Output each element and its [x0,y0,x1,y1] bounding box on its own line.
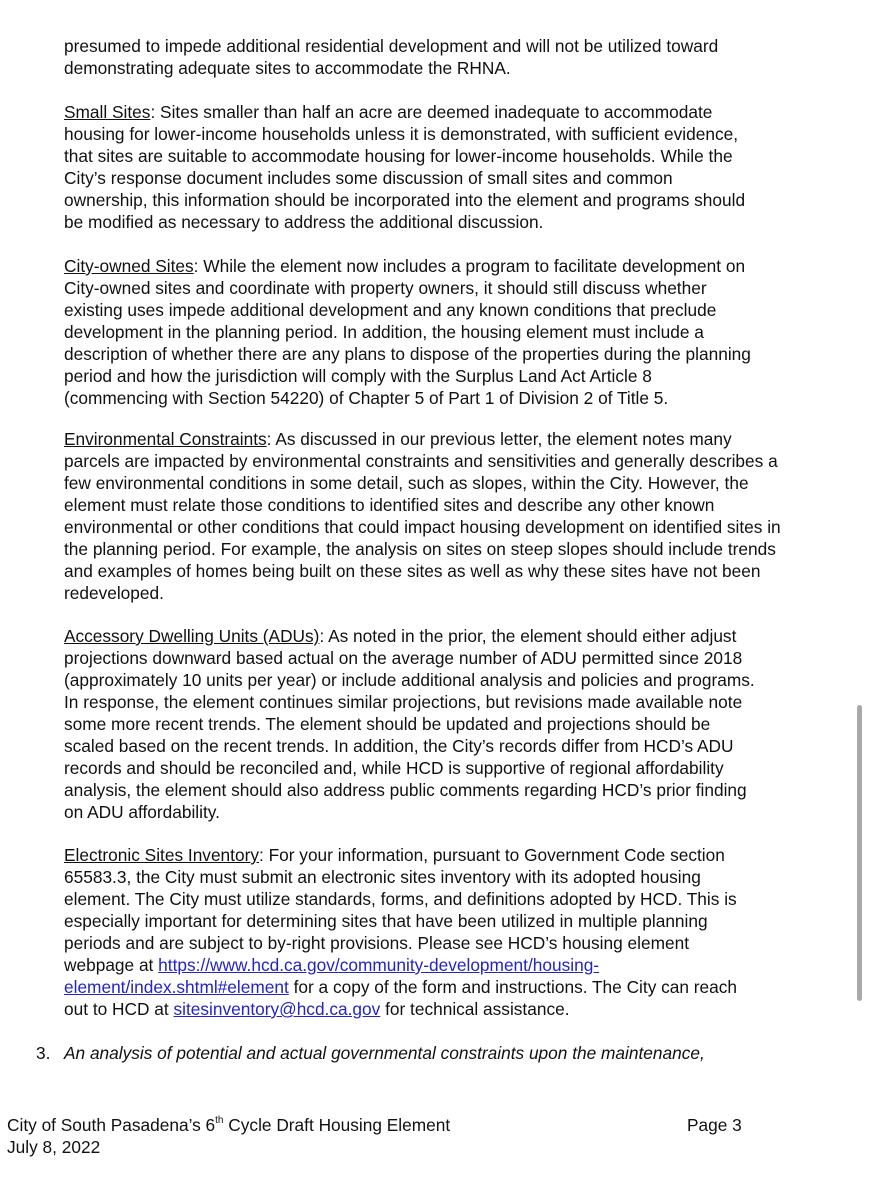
section-heading: Accessory Dwelling Units (ADUs) [64,626,320,646]
footer-page-number: Page 3 [687,1115,742,1135]
footer-document-title: City of South Pasadena’s 6th Cycle Draft Housing Element [7,1115,451,1135]
text-line: development in the planning period. In addition, the housing element must include a [64,322,704,342]
item-text: An analysis of potential and actual governmental constraints upon the maintenance, [64,1043,705,1063]
section-heading: Environmental Constraints [64,429,267,449]
text-line: on ADU affordability. [64,802,220,822]
text-line: periods and are subject to by-right provisions. Please see HCD’s housing element [64,933,690,953]
text-line: existing uses impede additional development and any known conditions that preclude [64,300,717,320]
numbered-item-3 [36,1042,705,1064]
sites-inventory-email-link[interactable]: sitesinventory@hcd.ca.gov [173,999,381,1019]
text-line: scaled based on the recent trends. In addition, the City’s records differ from HCD’s ADU [64,736,734,756]
text-line: redeveloped. [64,583,164,603]
section-city-owned-sites: City-owned Sites: While the element now includes a program to facilitate development on City-owned sites and coordinate with property owners, it should still discuss whether existing uses impede additional development and any known conditions that preclude development in the planning period. In addition, the housing element must include a description of whether there are any plans to dispose of the properties during the planning period and how the jurisdiction will comply with the Surplus Land Act Article 8 (commencing with Section 54220) of Chapter 5 of Part 1 of Division 2 of Title 5. [64,255,854,409]
section-heading: Small Sites [64,102,151,122]
section-heading: Electronic Sites Inventory [64,845,259,865]
footer-date: July 8, 2022 [7,1137,101,1157]
text-line: especially important for determining sites that have been utilized in multiple planning [64,911,708,931]
text-line: description of whether there are any plans to dispose of the properties during the planning [64,344,751,364]
text-line: 65583.3, the City must submit an electronic sites inventory with its adopted housing [64,867,701,887]
text-line: analysis, the element should also address public comments regarding HCD’s prior finding [64,780,747,800]
text-line: demonstrating adequate sites to accommodate the RHNA. [64,58,511,78]
section-small-sites: Small Sites: Sites smaller than half an acre are deemed inadequate to accommodate housing for lower-income households unless it is demonstrated, with sufficient evidence, that sites are suitable to accommodate housing for lower-income households. While the City’s response document includes some discussion of small sites and common ownership, this information should be incorporated into the element and programs should be modified as necessary to address the additional discussion. [64,101,854,233]
text-line: City’s response document includes some discussion of small sites and common [64,168,673,188]
text-line: (approximately 10 units per year) or include additional analysis and policies and programs. [64,670,755,690]
hcd-housing-element-link[interactable]: https://www.hcd.ca.gov/community-development/housing- [158,955,600,975]
section-accessory-dwelling-units: Accessory Dwelling Units (ADUs): As noted in the prior, the element should either adjust projections downward based actual on the average number of ADU permitted since 2018 (approximately 10 units per year) or include additional analysis and policies and programs. In response, the element continues similar projections, but revisions made available note some more recent trends. The element should be updated and projections should be scaled based on the recent trends. In addition, the City’s records differ from HCD’s ADU records and should be reconciled and, while HCD is supportive of regional affordability analysis, the element should also address public comments regarding HCD’s prior finding on ADU affordability. [64,625,854,823]
text-line: be modified as necessary to address the additional discussion. [64,212,544,232]
text-line: environmental or other conditions that could impact housing development on identified sites in [64,517,781,537]
text-line: element must relate those conditions to identified sites and describe any other known [64,495,715,515]
text-line: some more recent trends. The element should be updated and projections should be [64,714,711,734]
section-environmental-constraints: Environmental Constraints: As discussed in our previous letter, the element notes many parcels are impacted by environmental constraints and sensitivities and generally describes a few environmental conditions in some detail, such as slopes, within the City. However, the element must relate those conditions to identified sites and describe any other known environmental or other conditions that could impact housing development on identified sites in the planning period. For example, the analysis on sites on steep slopes should include trends and examples of homes being built on these sites as well as why these sites have not been redeveloped. [64,428,854,604]
text-line: ownership, this information should be incorporated into the element and programs should [64,190,746,210]
text-line: records and should be reconciled and, while HCD is supportive of regional affordability [64,758,724,778]
text-line: parcels are impacted by environmental constraints and sensitivities and generally describes a [64,451,778,471]
text-line: (commencing with Section 54220) of Chapter 5 of Part 1 of Division 2 of Title 5. [64,388,669,408]
text-line: City-owned sites and coordinate with property owners, it should still discuss whether [64,278,707,298]
text-line: presumed to impede additional residential development and will not be utilized toward [64,36,719,56]
vertical-scrollbar[interactable] [857,705,862,1001]
text-line: and examples of homes being built on these sites as well as why these sites have not been [64,561,761,581]
section-electronic-sites-inventory: Electronic Sites Inventory: For your information, pursuant to Government Code section 65583.3, the City must submit an electronic sites inventory with its adopted housing element. The City must utilize standards, forms, and definitions adopted by HCD. This is especially important for determining sites that have been utilized in multiple planning periods and are subject to by-right provisions. Please see HCD’s housing element webpage at https://www.hcd.ca.gov/community-development/housing- element/index.shtml#element for a copy of the form and instructions. The City can reach out to HCD at sitesinventory@hcd.ca.gov for technical assistance. [64,844,854,1020]
text-line: housing for lower-income households unless it is demonstrated, with sufficient evidence, [64,124,739,144]
section-heading: City-owned Sites [64,256,194,276]
text-line: few environmental conditions in some detail, such as slopes, within the City. However, the [64,473,749,493]
text-line: period and how the jurisdiction will comply with the Surplus Land Act Article 8 [64,366,652,386]
text-line: that sites are suitable to accommodate housing for lower-income households. While the [64,146,733,166]
text-line: element. The City must utilize standards, forms, and definitions adopted by HCD. This is [64,889,737,909]
item-number: 3. [36,1043,51,1063]
intro-paragraph [64,35,854,79]
text-line: In response, the element continues similar projections, but revisions made available note [64,692,743,712]
text-line: the planning period. For example, the analysis on sites on steep slopes should include trends [64,539,776,559]
text-line: projections downward based actual on the average number of ADU permitted since 2018 [64,648,743,668]
hcd-housing-element-link-continued[interactable]: element/index.shtml#element [64,977,289,997]
